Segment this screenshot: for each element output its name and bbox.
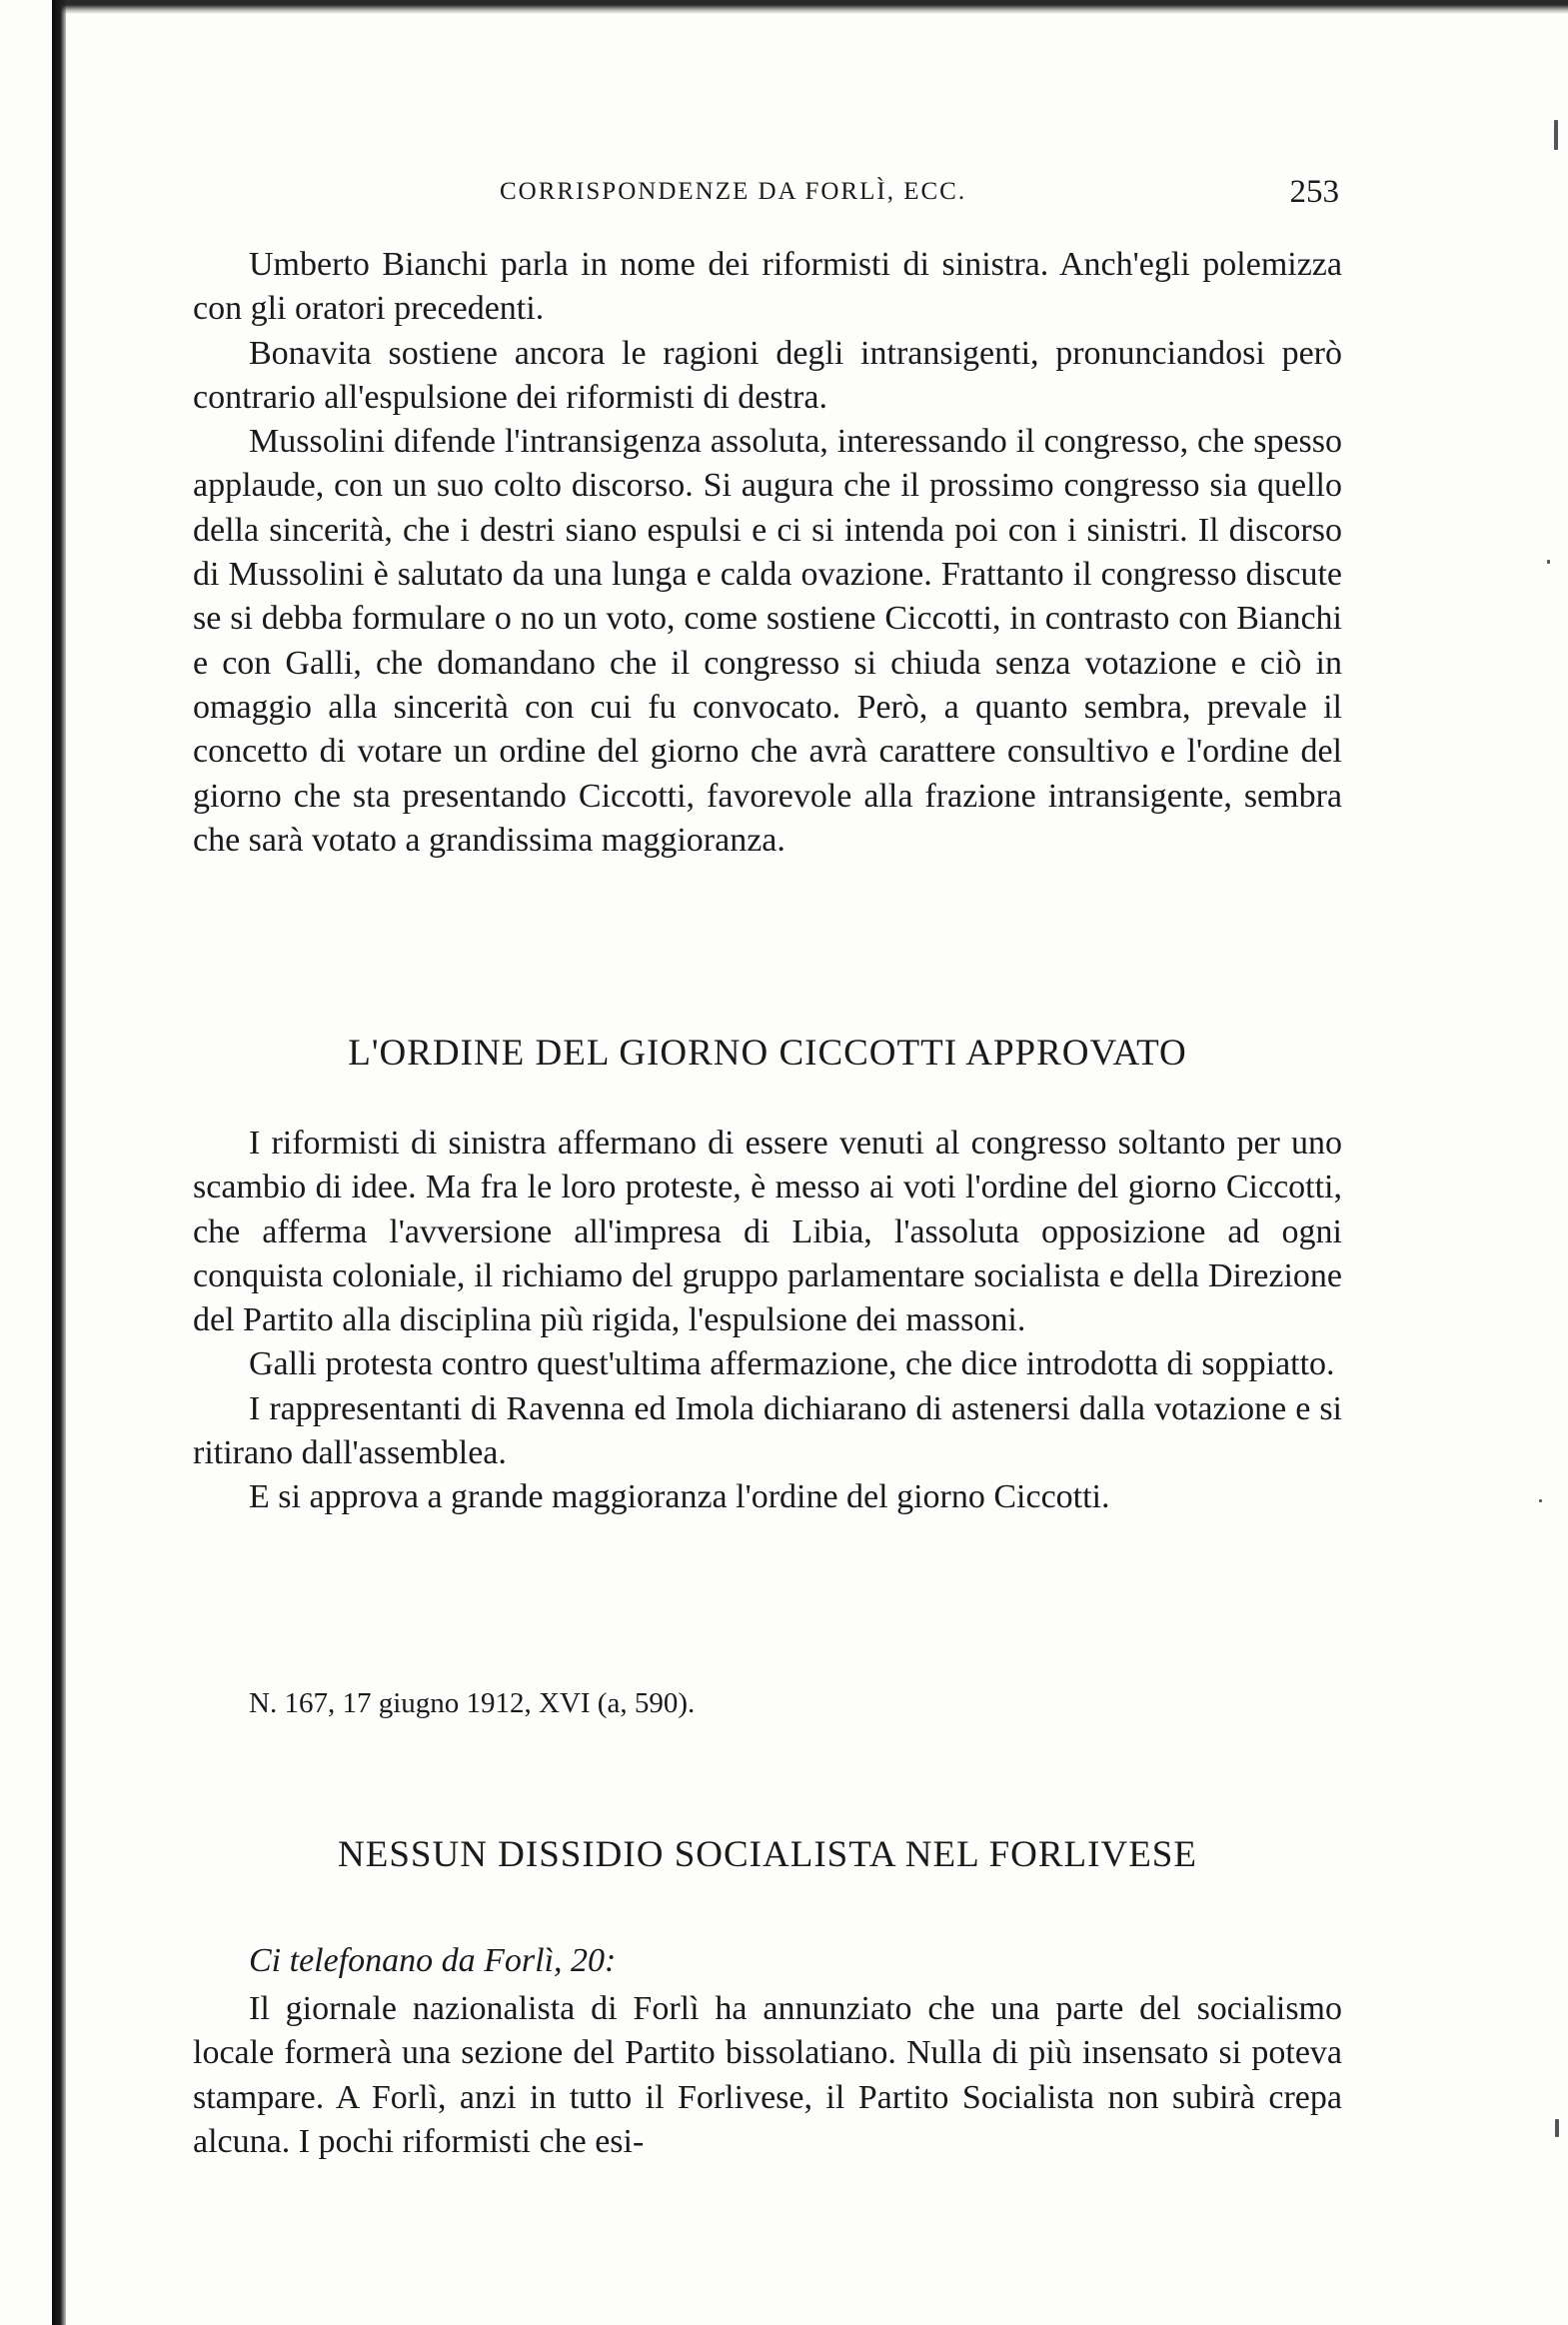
paragraph: E si approva a grande maggioranza l'ordine del giorno Ciccotti. bbox=[249, 1478, 1110, 1516]
paragraph: I rappresentanti di Ravenna ed Imola dichiarano di astenersi dalla votazione e si ritirano dall'assemblea. bbox=[193, 1389, 1342, 1472]
paragraph: Il giornale nazionalista di Forlì ha annunziato che una parte del socialismo locale formerà una sezione del Partito bissolatiano. Nulla di più insensato si poteva stampare. A Forlì, anzi in tutto il Forlivese, il Partito Socialista non subirà crepa alcuna. I pochi riformisti che esi- bbox=[193, 1990, 1342, 2160]
paragraph: I riformisti di sinistra affermano di essere venuti al congresso soltanto per uno scambio di idee. Ma fra le loro proteste, è messo ai voti l'ordine del giorno Ciccotti, che afferma l'avversione all'impresa di Libia, l'assoluta opposizione ad ogni conquista coloniale, il richiamo del gruppo parlamentare socialista e della Direzione del Partito alla disciplina più rigida, l'espulsione dei massoni. bbox=[193, 1125, 1342, 1339]
section-1-body bbox=[193, 243, 1342, 863]
paragraph: Mussolini difende l'intransigenza assoluta, interessando il congresso, che spesso applaude, con un suo colto discorso. Si augura che il prossimo congresso sia quello della sincerità, che i destri siano espulsi e ci si intenda poi con i sinistri. Il discorso di Mussolini è salutato da una lunga e calda ovazione. Frattanto il congresso discute se si debba formulare o no un voto, come sostiene Ciccotti, in contrasto con Bianchi e con Galli, che domandano che il congresso si chiuda senza votazione e ciò in omaggio alla sincerità con cui fu convocato. Però, a quanto sembra, prevale il concetto di votare un ordine del giorno che avrà carattere consultivo e l'ordine del giorno che sta presentando Ciccotti, favorevole alla frazione intransigente, sembra che sarà votato a grandissima maggioranza. bbox=[193, 423, 1342, 859]
scan-top-edge-shadow bbox=[60, 0, 1568, 14]
scan-binding-edge bbox=[52, 0, 66, 2325]
paragraph: Bonavita sostiene ancora le ragioni degli intransigenti, pronunciandosi però contrario all'espulsione dei riformisti di destra. bbox=[193, 334, 1342, 416]
running-head bbox=[195, 174, 1339, 218]
scan-speck bbox=[1547, 560, 1550, 564]
scan-speck bbox=[1554, 120, 1558, 150]
dateline: Ci telefonano da Forlì, 20: bbox=[249, 1942, 617, 1979]
scan-speck bbox=[1555, 2119, 1559, 2137]
page-number: 253 bbox=[1289, 174, 1339, 210]
paragraph: Galli protesta contro quest'ultima affermazione, che dice introdotta di soppiatto. bbox=[249, 1345, 1335, 1383]
section-3-body bbox=[193, 1987, 1342, 2164]
running-head-title: CORRISPONDENZE DA FORLÌ, ECC. bbox=[500, 178, 967, 205]
scan-speck bbox=[1539, 1499, 1542, 1502]
paragraph: Umberto Bianchi parla in nome dei riformisti di sinistra. Anch'egli polemizza con gli oratori precedenti. bbox=[193, 246, 1342, 328]
section-2-body bbox=[193, 1122, 1342, 1520]
section-2-heading: L'ORDINE DEL GIORNO CICCOTTI APPROVATO bbox=[348, 1033, 1187, 1074]
section-3-heading: NESSUN DISSIDIO SOCIALISTA NEL FORLIVESE bbox=[338, 1834, 1197, 1875]
source-citation: N. 167, 17 giugno 1912, XVI (a, 590). bbox=[249, 1687, 696, 1719]
